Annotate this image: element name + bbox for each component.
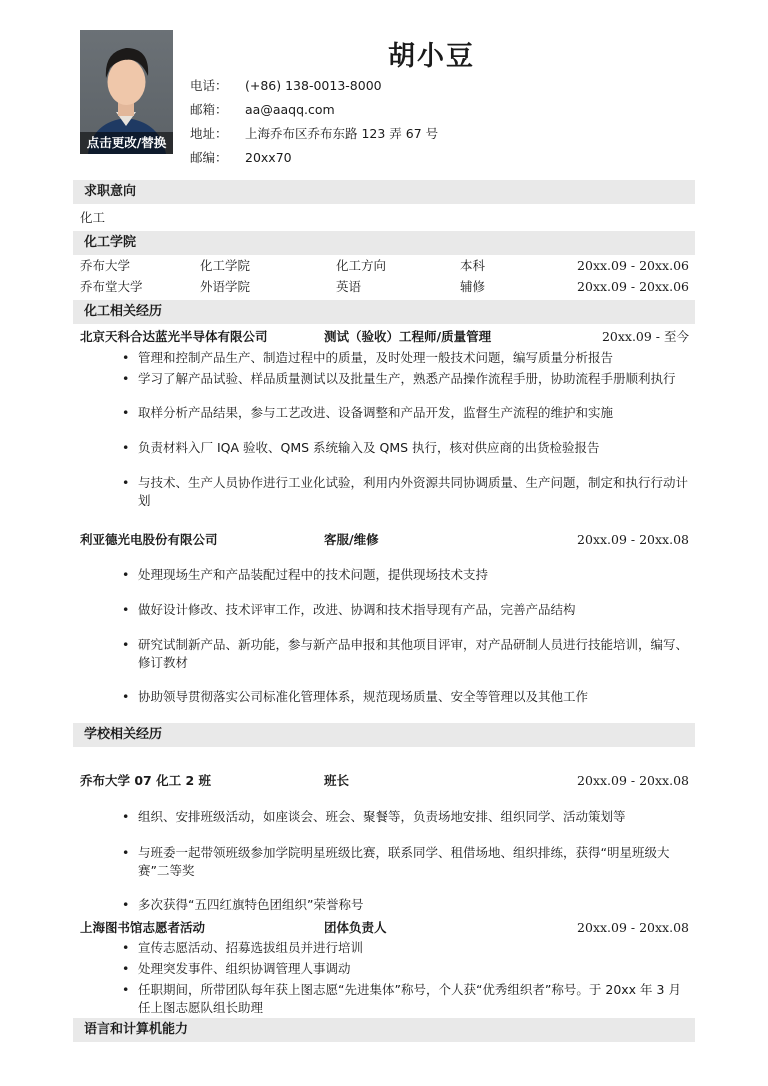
- major-name: 化工方向: [336, 258, 387, 273]
- date-range: 20xx.09 - 20xx.08: [577, 532, 689, 547]
- candidate-name: 胡小豆: [388, 41, 475, 72]
- bullet-item: • 宣传志愿活动、招募选拔组员并进行培训: [122, 939, 692, 957]
- bullet-text: 管理和控制产品生产、制造过程中的质量，及时处理一般技术问题，编写质量分析报告: [138, 350, 614, 365]
- contact-email: [190, 98, 438, 122]
- contact-value: 20xx70: [245, 150, 292, 165]
- school-name: 乔布堂大学: [80, 279, 143, 294]
- degree-name: 辅修: [460, 279, 486, 294]
- school-role: 班长: [324, 773, 350, 788]
- contact-label: 邮箱：: [190, 102, 228, 117]
- contact-label: 邮编：: [190, 150, 228, 165]
- bullet-text: 处理现场生产和产品装配过程中的技术问题，提供现场技术支持: [138, 567, 489, 582]
- contact-label: 地址：: [190, 126, 228, 141]
- education-row: [80, 256, 689, 276]
- job-role: 客服/维修: [324, 532, 379, 547]
- section-header-school: 学校相关经历: [73, 723, 695, 747]
- contact-zip: [190, 146, 438, 170]
- organization-name: 乔布大学 07 化工 2 班: [80, 773, 212, 788]
- bullet-text: 组织、安排班级活动，如座谈会、班会、聚餐等，负责场地安排、组织同学、活动策划等: [138, 809, 626, 824]
- company-name: 利亚德光电股份有限公司: [80, 532, 218, 547]
- job-heading: [80, 327, 689, 347]
- company-name: 北京天科合达蓝光半导体有限公司: [80, 329, 268, 344]
- date-range: 20xx.09 - 20xx.08: [577, 920, 689, 935]
- bullet-item: • 多次获得“五四红旗特色团组织”荣誉称号: [122, 896, 692, 914]
- college-name: 外语学院: [200, 279, 251, 294]
- job-heading: [80, 530, 689, 550]
- bullet-text: 与技术、生产人员协作进行工业化试验，利用内外资源共同协调质量、生产问题，制定和执行行动计划: [138, 475, 689, 508]
- contact-value: 上海乔布区乔布东路 123 弄 67 号: [245, 126, 439, 141]
- bullet-text: 宣传志愿活动、招募选拔组员并进行培训: [138, 940, 364, 955]
- bullet-item: • 取样分析产品结果，参与工艺改进、设备调整和产品开发，监督生产流程的维护和实施: [122, 404, 692, 422]
- organization-name: 上海图书馆志愿者活动: [80, 920, 206, 935]
- bullet-item: • 与班委一起带领班级参加学院明星班级比赛，联系同学、租借场地、组织排练，获得“明星班级大赛”二等奖: [122, 844, 692, 880]
- bullet-text: 协助领导贯彻落实公司标准化管理体系，规范现场质量、安全等管理以及其他工作: [138, 689, 589, 704]
- date-range: 20xx.09 - 20xx.06: [577, 279, 689, 294]
- contact-address: [190, 122, 438, 146]
- major-name: 英语: [336, 279, 362, 294]
- bullet-text: 任职期间，所带团队每年获上图志愿“先进集体”称号，个人获“优秀组织者”称号。于 20xx 年 3 月任上图志愿队组长助理: [138, 982, 681, 1015]
- section-header-intent: 求职意向: [73, 180, 695, 204]
- section-header-skills: 语言和计算机能力: [73, 1018, 695, 1042]
- bullet-item: • 处理突发事件、组织协调管理人事调动: [122, 960, 692, 978]
- bullet-item: • 协助领导贯彻落实公司标准化管理体系，规范现场质量、安全等管理以及其他工作: [122, 688, 692, 706]
- section-header-education: 化工学院: [73, 231, 695, 255]
- bullet-item: • 与技术、生产人员协作进行工业化试验，利用内外资源共同协调质量、生产问题，制定和执行行动计划: [122, 474, 692, 510]
- bullet-text: 研究试制新产品、新功能，参与新产品申报和其他项目评审，对产品研制人员进行技能培训，编写、修订教材: [138, 637, 689, 670]
- bullet-item: • 任职期间，所带团队每年获上图志愿“先进集体”称号，个人获“优秀组织者”称号。于 20xx 年 3 月任上图志愿队组长助理: [122, 981, 692, 1017]
- profile-photo[interactable]: [80, 30, 173, 154]
- bullet-text: 学习了解产品试验、样品质量测试以及批量生产，熟悉产品操作流程手册，协助流程手册顺利执行: [138, 371, 676, 386]
- date-range: 20xx.09 - 20xx.08: [577, 773, 689, 788]
- school-name: 乔布大学: [80, 258, 131, 273]
- intent-content: 化工: [80, 210, 106, 225]
- bullet-item: • 做好设计修改、技术评审工作，改进、协调和技术指导现有产品，完善产品结构: [122, 601, 692, 619]
- bullet-item: • 研究试制新产品、新功能，参与新产品申报和其他项目评审，对产品研制人员进行技能培训，编写、修订教材: [122, 636, 692, 672]
- contact-label: 电话：: [190, 78, 228, 93]
- contact-info: [190, 74, 438, 170]
- date-range: 20xx.09 - 至今: [601, 329, 689, 344]
- bullet-text: 多次获得“五四红旗特色团组织”荣誉称号: [138, 897, 364, 912]
- education-row: [80, 277, 689, 297]
- section-header-work: 化工相关经历: [73, 300, 695, 324]
- college-name: 化工学院: [200, 258, 251, 273]
- bullet-text: 与班委一起带领班级参加学院明星班级比赛，联系同学、租借场地、组织排练，获得“明星班级大赛”二等奖: [138, 845, 670, 878]
- school-heading: [80, 918, 689, 938]
- bullet-item: • 负责材料入厂 IQA 验收、QMS 系统输入及 QMS 执行，核对供应商的出货检验报告: [122, 439, 692, 457]
- bullet-item: • 组织、安排班级活动，如座谈会、班会、聚餐等，负责场地安排、组织同学、活动策划等: [122, 808, 692, 826]
- contact-value: aa@aaqq.com: [245, 102, 335, 117]
- school-role: 团体负责人: [324, 920, 387, 935]
- school-heading: [80, 771, 689, 791]
- contact-value: (+86) 138-0013-8000: [245, 78, 382, 93]
- bullet-text: 处理突发事件、组织协调管理人事调动: [138, 961, 351, 976]
- change-photo-button[interactable]: 点击更改/替换: [80, 132, 173, 154]
- contact-phone: [190, 74, 438, 98]
- date-range: 20xx.09 - 20xx.06: [577, 258, 689, 273]
- bullet-text: 负责材料入厂 IQA 验收、QMS 系统输入及 QMS 执行，核对供应商的出货检验报告: [138, 440, 600, 455]
- bullet-item: • 管理和控制产品生产、制造过程中的质量，及时处理一般技术问题，编写质量分析报告: [122, 349, 692, 367]
- bullet-item: • 学习了解产品试验、样品质量测试以及批量生产，熟悉产品操作流程手册，协助流程手册顺利执行: [122, 370, 692, 388]
- bullet-text: 做好设计修改、技术评审工作，改进、协调和技术指导现有产品，完善产品结构: [138, 602, 576, 617]
- bullet-item: • 处理现场生产和产品装配过程中的技术问题，提供现场技术支持: [122, 566, 692, 584]
- bullet-text: 取样分析产品结果，参与工艺改进、设备调整和产品开发，监督生产流程的维护和实施: [138, 405, 614, 420]
- job-role: 测试（验收）工程师/质量管理: [324, 329, 492, 344]
- degree-name: 本科: [460, 258, 486, 273]
